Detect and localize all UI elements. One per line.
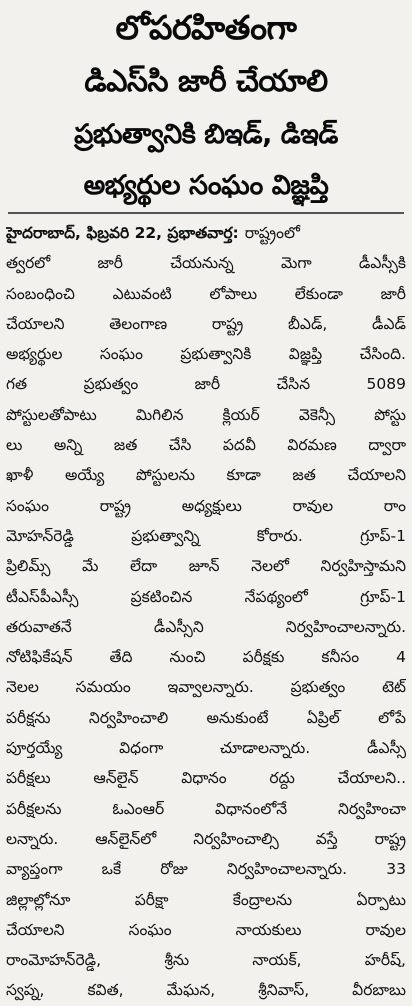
article-line: ప్రిలిమ్స్‌ మే లేదా జూన్‌ నెలలో నిర్వహిస్తామని (6, 557, 406, 576)
article-line: పూర్తయ్యే విధంగా చూడాలన్నారు. డీఎస్సీ (6, 739, 406, 758)
article-line: గత ప్రభుత్వం జారీ చేసిన 5089 (6, 375, 406, 394)
subheadline-line-2: అభ్యర్థుల సంఘం విజ్ఞప్తి (83, 170, 329, 201)
article-line: మోహన్‌రెడ్డి ప్రభుత్వాన్ని కోరారు. గ్రూప్‌-1 (6, 526, 406, 545)
headline-line-2: డిఎస్‌సి జారీ చేయాలి (84, 64, 328, 99)
article-line: వ్యాప్తంగా ఒకే రోజు నిర్వహించాలన్నారు. 33 (6, 860, 406, 879)
article-line: లన్నారు. ఆన్‌లైన్‌లో నిర్వహించాల్సి వస్తే రాష్ట్ర (6, 829, 406, 848)
article-line-first (6, 218, 406, 248)
article-line: స్వప్న, కవిత, మేఘన, శ్రీనివాస్‌, వీరబాబు (6, 981, 406, 1000)
dateline: హైదరాబాద్‌, ఫిబ్రవరి 22, ప్రభాతవార్త: (6, 224, 239, 242)
article-line: పరీక్షలు ఆన్‌లైన్‌ విధానం రద్దు చేయాలని.. (6, 769, 406, 788)
subheadline-line-1: ప్రభుత్వానికి బిఇడ్‌, డిఇడ్‌ (74, 119, 338, 150)
article-line: సంబంధించి ఎటువంటి లోపాలు లేకుండా జారీ (6, 284, 406, 303)
article-line: పరీక్షను నిర్వహించాలి అనుకుంటే ఏప్రిల్‌ లోపే (6, 708, 406, 727)
article-line: పరీక్షలను ఓఎంఆర్‌ విధానంలోనే నిర్వహించా (6, 799, 406, 818)
article-line: నోటిఫికేషన్‌ తేది నుంచి పరీక్షకు కనీసం 4 (6, 648, 406, 667)
article-line: అభ్యర్థుల సంఘం ప్రభుత్వానికి విజ్ఞప్తి చేసింది. (6, 345, 406, 364)
article-line: రాష్ట్రంలో (244, 224, 300, 242)
article-line: రాంమోహన్‌రెడ్డి, శ్రీను నాయక్‌, హరీష్‌, (6, 951, 406, 970)
article-line: చేయాలని సంఘం నాయకులు రావుల (6, 920, 406, 939)
article-line: త్వరలో జారీ చేయనున్న మెగా డీఎస్సీకి (6, 254, 406, 273)
article-line: లు అన్ని జత చేసి పదవీ విరమణ ద్వారా (6, 436, 406, 455)
article-body (6, 218, 406, 1006)
article-line: తరువాతనే డీఎస్సీని నిర్వహించాలన్నారు. (6, 617, 406, 636)
headline-line-1: లోపరహితంగా (115, 8, 297, 47)
article-line: ఖాళీ అయ్యే పోస్టులను కూడా జత చేయాలని (6, 466, 406, 485)
article-line: టీఎస్‌పీఎస్సీ ప్రకటించిన నేపథ్యంలో గ్రూప్‌-1 (6, 587, 406, 606)
divider (8, 212, 404, 214)
article-line: చేయాలని తెలంగాణ రాష్ట్ర బీఎడ్‌, డీఎడ్‌ (6, 314, 406, 333)
article-line: జిల్లాల్లోనూ పరీక్షా కేంద్రాలను ఏర్పాటు (6, 890, 406, 909)
article-line: నెలల సమయం ఇవ్వాలన్నారు. ప్రభుత్వం టెట్‌ (6, 678, 406, 697)
article-line: సంఘం రాష్ట్ర అధ్యక్షులు రావుల రాం (6, 496, 406, 515)
article-line: పోస్టులతోపాటు మిగిలిన క్లియర్‌ వెకెన్సీ పోస్టు (6, 405, 406, 424)
